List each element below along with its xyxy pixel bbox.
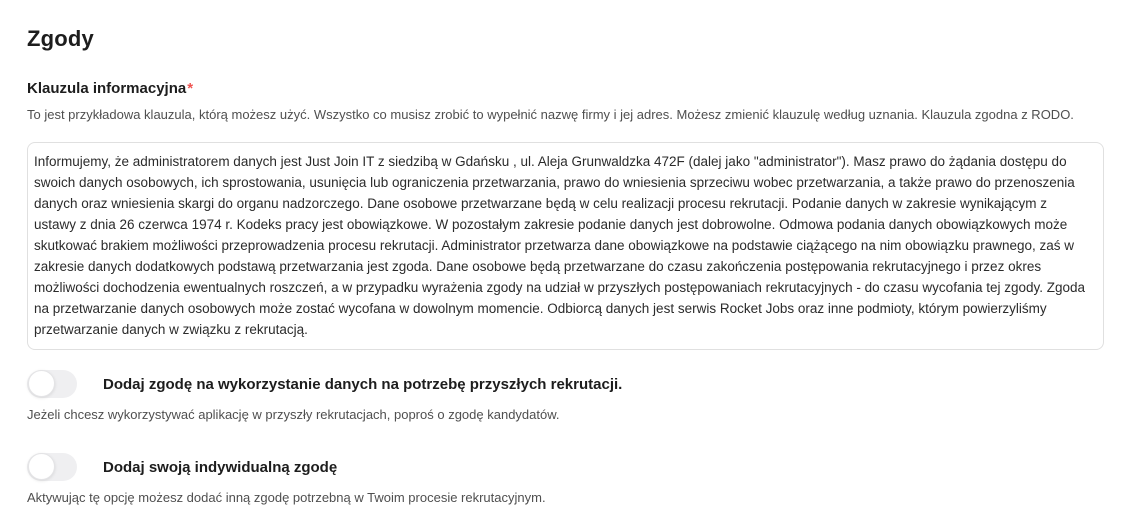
individual-consent-toggle-description: Aktywując tę opcję możesz dodać inną zgodę potrzebną w Twoim procesie rekrutacyjnym. [27,490,546,505]
future-recruitment-consent-section [27,370,1105,422]
toggle-knob [28,370,55,397]
individual-consent-section [27,453,1105,505]
future-recruitment-toggle-label[interactable]: Dodaj zgodę na wykorzystanie danych na potrzebę przyszłych rekrutacji. [103,375,623,393]
future-recruitment-toggle[interactable] [27,370,77,398]
clause-description: To jest przykładowa klauzula, którą możesz użyć. Wszystko co musisz zrobić to wypełnić nazwę firmy i jej adres. Możesz zmienić klauzulę według uznania. Klauzula zgodna z RODO. [27,107,1074,122]
clause-text-field[interactable]: Informujemy, że administratorem danych jest Just Join IT z siedzibą w Gdańsku , ul. Aleja Grunwaldzka 472F (dalej jako "administrator"). Masz prawo do żądania dostępu do swoich danych osobowych, ich sprostowania, usunięcia lub ograniczenia przetwarzania, prawo do wniesienia sprzeciwu wobec przetwarzania, a także prawo do przenoszenia danych oraz wniesienia skargi do organu nadzorczego. Dane osobowe przetwarzane będą w celu realizacji procesu rekrutacji. Podanie danych w zakresie wynikającym z ustawy z dnia 26 czerwca 1974 r. Kodeks pracy jest obowiązkowe. W pozostałym zakresie podanie danych jest dobrowolne. Odmowa podania danych obowiązkowych może skutkować brakiem możliwości przeprowadzenia procesu rekrutacji. Administrator przetwarza dane obowiązkowe na podstawie ciążącego na nim obowiązku prawnego, zaś w zakresie danych dodatkowych podstawą przetwarzania jest zgoda. Dane osobowe będą przetwarzane do czasu zakończenia postępowania rekrutacyjnego i przez okres możliwości dochodzenia ewentualnych roszczeń, a w przypadku wyrażenia zgody na udział w przyszłych postępowaniach rekrutacyjnych - do czasu wycofania tej zgody. Zgoda na przetwarzanie danych osobowych może zostać wycofana w dowolnym momencie. Odbiorcą danych jest serwis Rocket Jobs oraz inne podmioty, którym powierzyliśmy przetwarzanie danych w związku z rekrutacją. [27,142,1104,350]
individual-consent-toggle-label[interactable]: Dodaj swoją indywidualną zgodę [103,458,338,476]
required-asterisk: * [187,80,194,97]
page-title: Zgody [27,26,94,51]
future-recruitment-toggle-description: Jeżeli chcesz wykorzystywać aplikację w przyszły rekrutacjach, poproś o zgodę kandydatów. [27,407,560,422]
clause-heading-label: Klauzula informacyjna [27,80,187,97]
toggle-row-future-recruitment [27,370,1105,398]
toggle-knob [28,453,55,480]
information-clause-section [27,80,1105,350]
clause-heading [27,80,1105,97]
